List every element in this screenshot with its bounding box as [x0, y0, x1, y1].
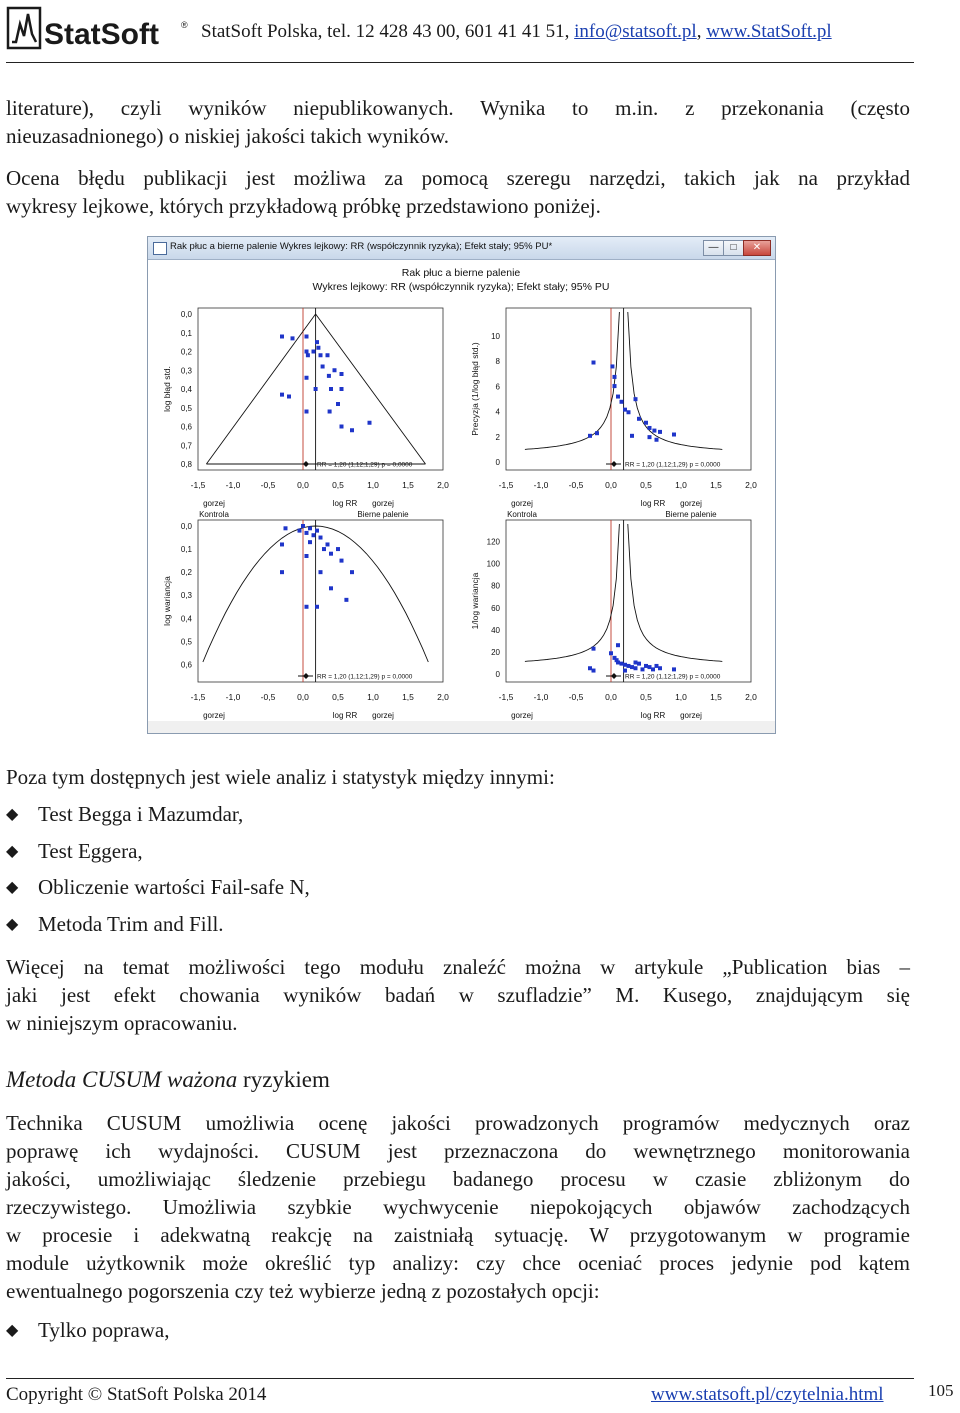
y-tick-label: 0,1	[180, 545, 192, 555]
x-tick-label: 0,5	[640, 692, 652, 702]
chart-title-1: Rak płuc a bierne palenie	[401, 267, 521, 279]
y-tick-label: 0,0	[180, 522, 192, 531]
close-button[interactable]: ✕	[743, 240, 771, 256]
x-caption-left: Kontrola	[199, 510, 229, 519]
x-tick-label: 2,0	[745, 480, 757, 490]
study-point	[340, 425, 344, 429]
study-point	[340, 387, 344, 391]
study-point	[280, 393, 284, 397]
study-point	[588, 434, 592, 438]
x-tick-label: 1,5	[402, 692, 414, 702]
study-point	[627, 410, 631, 414]
study-point	[287, 395, 291, 399]
x-caption-mid: log RR	[332, 499, 358, 508]
header-separator: ,	[696, 21, 707, 42]
y-tick-label: 0,2	[180, 568, 192, 578]
y-tick-label: 2	[495, 432, 500, 442]
study-point	[305, 605, 309, 609]
study-point	[301, 524, 305, 528]
y-tick-label: 0,0	[180, 310, 192, 319]
window-titlebar[interactable]	[148, 237, 775, 260]
statsoft-logo	[6, 4, 196, 54]
heading-normal: ryzykiem	[237, 1067, 330, 1092]
study-point	[308, 526, 312, 530]
x-caption-right: gorzej	[680, 499, 702, 508]
study-point	[340, 559, 344, 563]
legend-label: RR = 1,20 (1,12;1,29) p = 0,0000	[625, 461, 721, 469]
x-caption-mid: log RR	[332, 711, 358, 720]
x-caption-left: gorzej	[511, 711, 533, 720]
paragraph-3: Poza tym dostępnych jest wiele analiz i statystyk między innymi:	[6, 765, 555, 789]
study-point	[305, 531, 309, 535]
x-tick-label: 0,0	[605, 480, 617, 490]
plot-frame	[198, 308, 443, 470]
study-point	[336, 402, 340, 406]
paragraph-5-line-1: Technika CUSUM umożliwia ocenę jakości prowadzonych programów medycznych oraz	[6, 1111, 910, 1135]
bullet-item	[6, 1316, 170, 1347]
header-website-link[interactable]: www.StatSoft.pl	[706, 21, 832, 42]
diamond-bullet-icon: ◆	[6, 879, 19, 896]
study-point	[641, 667, 645, 671]
logo-text: StatSoft	[44, 18, 159, 51]
y-axis-label: log wariancja	[162, 576, 172, 626]
study-point	[609, 651, 613, 655]
study-point	[634, 397, 638, 401]
study-point	[350, 570, 354, 574]
study-point	[306, 353, 310, 357]
x-tick-label: 2,0	[437, 692, 449, 702]
study-point	[319, 570, 323, 574]
bullet-item	[6, 800, 243, 831]
study-point	[620, 400, 624, 404]
funnel-panel-3	[162, 520, 449, 731]
study-point	[305, 554, 309, 558]
x-tick-label: 1,0	[675, 480, 687, 490]
study-point	[623, 669, 627, 673]
study-point	[305, 376, 309, 380]
study-point	[623, 408, 627, 412]
study-point	[637, 417, 641, 421]
x-caption-left: Kontrola	[507, 510, 537, 519]
y-axis-label: Precyzja (1/log błąd std.)	[470, 342, 480, 436]
study-point	[280, 335, 284, 339]
x-caption-right: Bierne palenie	[357, 510, 409, 519]
y-tick-label: 0	[495, 670, 500, 679]
study-point	[315, 340, 319, 344]
y-tick-label: 0,4	[180, 614, 192, 624]
study-point	[333, 368, 337, 372]
svg-text:®: ®	[181, 20, 188, 30]
x-tick-label: 0,5	[640, 480, 652, 490]
y-tick-label: 0,6	[180, 660, 192, 670]
header-contact-text: StatSoft Polska, tel. 12 428 43 00, 601 41 41 51,	[201, 21, 575, 42]
study-point	[592, 647, 596, 651]
x-tick-label: -1,0	[225, 480, 241, 490]
study-point	[616, 660, 620, 664]
minimize-button[interactable]: —	[703, 240, 724, 256]
paragraph-4-line-2: jaki jest efekt chowania wyników badań w szufladzie” M. Kusego, znajdującym się	[6, 983, 910, 1007]
legend-label: RR = 1,20 (1,12;1,29) p = 0,0000	[625, 673, 721, 681]
study-point	[315, 605, 319, 609]
y-tick-label: 60	[491, 603, 500, 613]
maximize-button[interactable]: □	[723, 240, 744, 256]
x-caption-right: gorzej	[372, 499, 394, 508]
paragraph-1-line-2: nieuzasadnionego) o niskiej jakości takich wyników.	[6, 124, 450, 148]
study-point	[308, 540, 312, 544]
y-tick-label: 6	[495, 382, 500, 392]
study-point	[613, 384, 617, 388]
bullet-text: Obliczenie wartości Fail-safe N,	[38, 875, 310, 899]
y-tick-label: 40	[491, 625, 500, 635]
bullet-text: Test Begga i Mazumdar,	[38, 802, 244, 826]
x-tick-label: -1,0	[533, 480, 549, 490]
study-point	[651, 667, 655, 671]
page-number: 105	[928, 1381, 954, 1400]
window-app-icon	[153, 242, 167, 255]
window-title: Rak płuc a bierne palenie Wykres lejkowy: RR (współczynnik ryzyka); Efekt stały; 95% PU*	[170, 241, 553, 252]
paragraph-2-line-1: Ocena błędu publikacji jest możliwa za pomocą szeregu narzędzi, takich jak na przykład	[6, 166, 910, 190]
x-tick-label: 1,5	[402, 480, 414, 490]
x-tick-label: 1,0	[367, 480, 379, 490]
x-tick-label: -0,5	[568, 692, 584, 702]
y-tick-label: 0,5	[180, 403, 192, 413]
funnel-panel-4	[470, 520, 757, 731]
y-tick-label: 0,3	[180, 591, 192, 601]
x-tick-label: -1,5	[190, 692, 206, 702]
study-point	[329, 387, 333, 391]
y-tick-label: 0,6	[180, 422, 192, 432]
x-tick-label: -1,5	[498, 480, 514, 490]
study-point	[644, 421, 648, 425]
study-point	[319, 536, 323, 540]
x-tick-label: 2,0	[437, 480, 449, 490]
x-tick-label: 1,5	[710, 692, 722, 702]
funnel-panel-2	[470, 308, 757, 519]
y-tick-label: 0,3	[180, 366, 192, 376]
bullet-text: Tylko poprawa,	[38, 1318, 170, 1342]
study-point	[340, 372, 344, 376]
paragraph-5-line-6: module użytkownik może określić typ analizy: czy chce oceniać proces jedynie pod kątem	[6, 1251, 910, 1275]
heading-italic: Metoda CUSUM ważona	[6, 1067, 238, 1092]
study-point	[610, 364, 614, 368]
y-tick-label: 20	[491, 647, 500, 657]
x-tick-label: -1,5	[190, 480, 206, 490]
study-point	[616, 395, 620, 399]
x-caption-right: Bierne palenie	[665, 510, 717, 519]
header-divider	[6, 62, 914, 63]
x-tick-label: 0,0	[605, 692, 617, 702]
funnel-plots-graph	[148, 260, 775, 720]
x-caption-left: gorzej	[203, 499, 225, 508]
x-tick-label: -0,5	[260, 480, 276, 490]
y-axis-label: 1/log wariancja	[470, 572, 480, 630]
y-axis-label: log błąd std.	[162, 366, 172, 412]
section-heading	[6, 1067, 330, 1093]
study-point	[305, 410, 309, 414]
study-point	[305, 335, 309, 339]
study-point	[368, 421, 372, 425]
y-tick-label: 0,5	[180, 637, 192, 647]
plot-frame	[198, 520, 443, 682]
x-caption-right: gorzej	[680, 711, 702, 720]
study-point	[672, 667, 676, 671]
study-point	[326, 542, 330, 546]
x-tick-label: -1,0	[225, 692, 241, 702]
x-tick-label: -0,5	[568, 480, 584, 490]
study-point	[321, 365, 325, 369]
bullet-item	[6, 910, 224, 941]
study-point	[652, 429, 656, 433]
study-point	[280, 570, 284, 574]
study-point	[329, 586, 333, 590]
x-tick-label: 0,0	[297, 480, 309, 490]
study-point	[314, 387, 318, 391]
x-tick-label: 2,0	[745, 692, 757, 702]
study-point	[634, 660, 638, 664]
study-point	[327, 374, 331, 378]
funnel-plot-window	[147, 236, 776, 734]
header-contact	[201, 21, 832, 43]
study-point	[336, 547, 340, 551]
study-point	[655, 664, 659, 668]
paragraph-4-line-1: Więcej na temat możliwości tego modułu znaleźć można w artykule „Publication bias –	[6, 955, 910, 979]
study-point	[655, 438, 659, 442]
diamond-bullet-icon: ◆	[6, 1322, 19, 1339]
x-tick-label: 0,5	[332, 692, 344, 702]
paragraph-2-line-2: wykresy lejkowe, których przykładową próbkę przedstawiono poniżej.	[6, 194, 601, 218]
study-point	[648, 665, 652, 669]
y-tick-label: 0,2	[180, 347, 192, 357]
y-tick-label: 0	[495, 458, 500, 467]
study-point	[648, 426, 652, 430]
paragraph-5-line-3: jakości, umożliwiając śledzenie przebiegu badanego procesu w czasie zbliżonym do	[6, 1167, 910, 1191]
y-tick-label: 0,7	[180, 441, 192, 451]
diamond-bullet-icon: ◆	[6, 806, 19, 823]
study-point	[315, 529, 319, 533]
diamond-bullet-icon: ◆	[6, 916, 19, 933]
study-point	[326, 353, 330, 357]
x-caption-mid: log RR	[640, 499, 666, 508]
x-caption-mid: log RR	[640, 711, 666, 720]
x-tick-label: 0,5	[332, 480, 344, 490]
legend-label: RR = 1,20 (1,12;1,29) p = 0,0000	[317, 673, 413, 681]
study-point	[328, 410, 332, 414]
header-email-link[interactable]: info@statsoft.pl	[574, 21, 697, 42]
x-tick-label: -1,5	[498, 692, 514, 702]
study-point	[284, 526, 288, 530]
study-point	[592, 361, 596, 365]
study-point	[316, 346, 320, 350]
study-point	[630, 665, 634, 669]
study-point	[620, 662, 624, 666]
y-tick-label: 100	[486, 559, 500, 569]
paragraph-5-line-7: ewentualnego pogorszenia czy też wybierze jedną z pozostałych opcji:	[6, 1279, 600, 1303]
diamond-bullet-icon: ◆	[6, 843, 19, 860]
study-point	[588, 666, 592, 670]
study-point	[298, 529, 302, 533]
study-point	[630, 434, 634, 438]
study-point	[658, 430, 662, 434]
y-tick-label: 10	[491, 331, 500, 341]
footer-divider	[6, 1378, 914, 1379]
paragraph-5-line-4: rzeczywistego. Umożliwia szybkie wychwycenie niepokojących objawów zachodzących	[6, 1195, 910, 1219]
paragraph-1-line-1: literature), czyli wyników niepublikowanych. Wynika to m.in. z przekonania (często	[6, 96, 910, 120]
study-point	[280, 542, 284, 546]
chart-title-2: Wykres lejkowy: RR (współczynnik ryzyka); Efekt stały; 95% PU	[312, 281, 610, 293]
bullet-text: Metoda Trim and Fill.	[38, 912, 224, 936]
paragraph-5-line-2: poprawę ich wydajności. CUSUM jest przeznaczona do wewnętrznego monitorowania	[6, 1139, 910, 1163]
x-tick-label: 1,0	[367, 692, 379, 702]
study-point	[644, 664, 648, 668]
bullet-text: Test Eggera,	[38, 839, 143, 863]
y-tick-label: 120	[486, 537, 500, 547]
study-point	[634, 666, 638, 670]
footer-copyright: Copyright © StatSoft Polska 2014	[6, 1384, 267, 1405]
study-point	[344, 598, 348, 602]
study-point	[291, 336, 295, 340]
study-point	[623, 663, 627, 667]
study-point	[637, 662, 641, 666]
study-point	[627, 664, 631, 668]
x-tick-label: -0,5	[260, 692, 276, 702]
study-point	[329, 552, 333, 556]
study-point	[305, 350, 309, 354]
x-tick-label: 0,0	[297, 692, 309, 702]
study-point	[592, 669, 596, 673]
x-caption-left: gorzej	[203, 711, 225, 720]
bullet-item	[6, 873, 310, 904]
x-tick-label: 1,5	[710, 480, 722, 490]
paragraph-5-line-5: w procesie i adekwatną reakcję na zaistniałą sytuację. W przygotowanym w programie	[6, 1223, 910, 1247]
study-point	[648, 435, 652, 439]
study-point	[312, 350, 316, 354]
study-point	[658, 666, 662, 670]
study-point	[672, 433, 676, 437]
y-tick-label: 4	[495, 407, 500, 417]
study-point	[322, 547, 326, 551]
bullet-item	[6, 837, 143, 868]
y-tick-label: 0,8	[180, 460, 192, 469]
y-tick-label: 80	[491, 581, 500, 591]
study-point	[319, 353, 323, 357]
study-point	[312, 533, 316, 537]
y-tick-label: 0,1	[180, 328, 192, 338]
legend-label: RR = 1,20 (1,12;1,29) p = 0,0000	[317, 461, 413, 469]
window-statusbar	[148, 721, 775, 733]
study-point	[613, 375, 617, 379]
study-point	[616, 643, 620, 647]
study-point	[350, 428, 354, 432]
study-point	[595, 431, 599, 435]
x-caption-left: gorzej	[511, 499, 533, 508]
x-tick-label: 1,0	[675, 692, 687, 702]
footer-link[interactable]: www.statsoft.pl/czytelnia.html	[651, 1384, 884, 1405]
funnel-panel-1	[162, 308, 449, 519]
x-tick-label: -1,0	[533, 692, 549, 702]
y-tick-label: 0,4	[180, 385, 192, 394]
x-caption-right: gorzej	[372, 711, 394, 720]
y-tick-label: 8	[495, 357, 500, 367]
paragraph-4-line-3: w niniejszym opracowaniu.	[6, 1011, 238, 1035]
